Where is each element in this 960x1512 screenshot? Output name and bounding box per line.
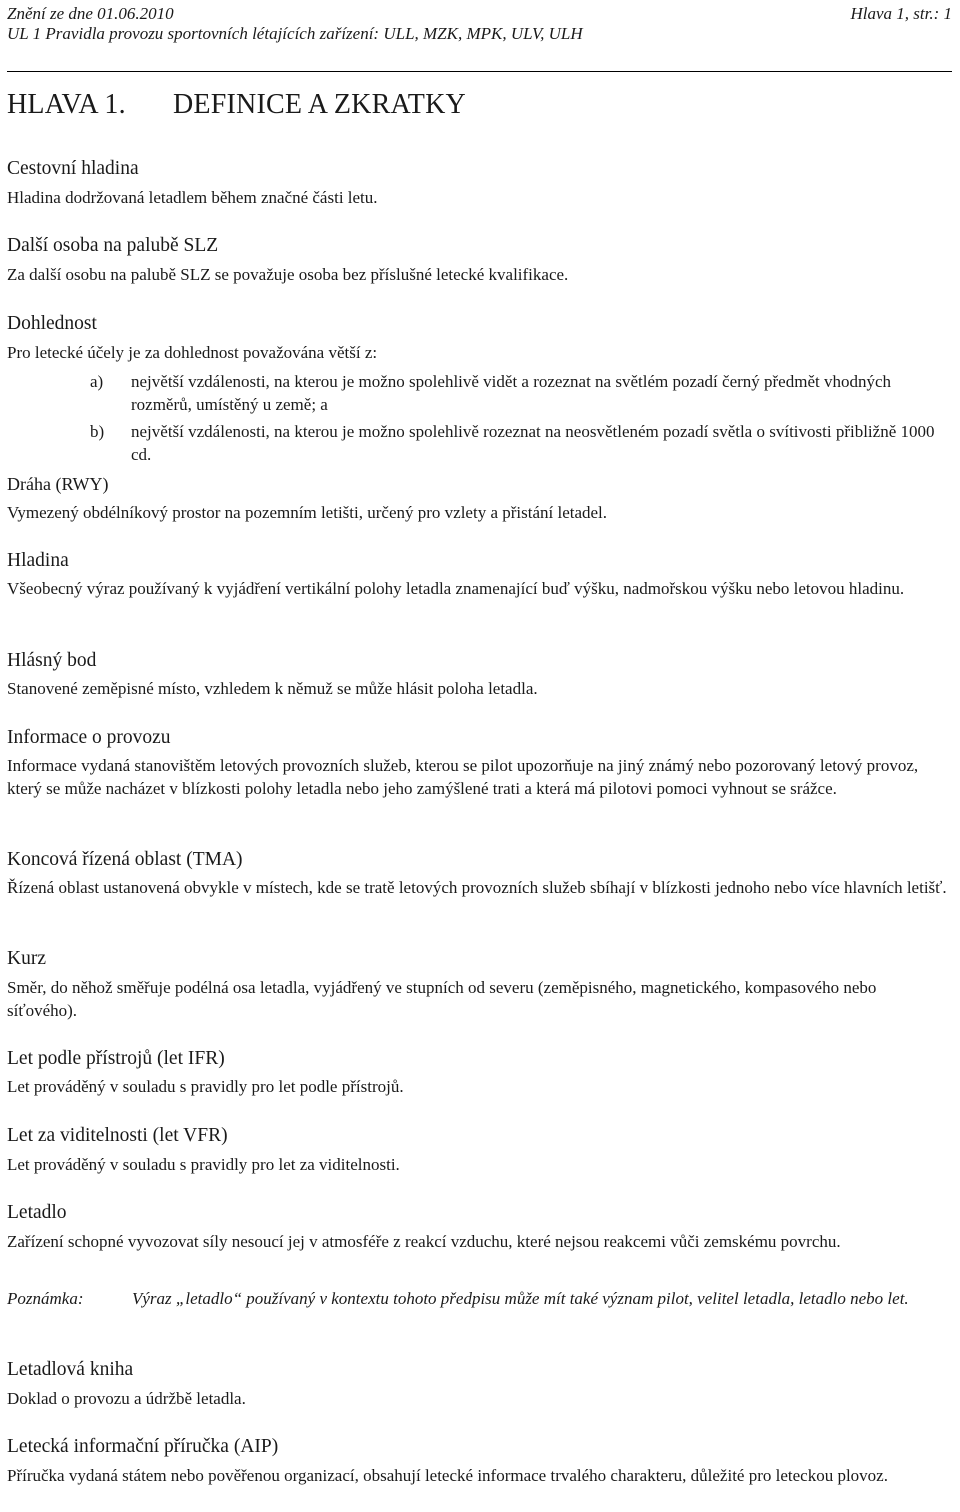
term-definition: Pro letecké účely je za dohlednost považována větší z:	[7, 343, 378, 362]
term-definition: Řízená oblast ustanovená obvykle v místech, kde se tratě letových provozních služeb sbíhají v blízkosti jednoho nebo více hlavních letišť.	[7, 878, 947, 897]
term-definition: Informace vydaná stanovištěm letových provozních služeb, kterou se pilot upozorňuje na jiný známý nebo pozorovaný letový provoz, který se může nacházet v blízkosti polohy letadla nebo jeho zamýšlené trati a která má pilotovi pomoci vyhnout se srážce.	[7, 756, 919, 798]
term-definition: Zařízení schopné vyvozovat síly nesoucí jej v atmosféře z reakcí vzduchu, které nejsou reakcemi vůči zemskému povrchu.	[7, 1232, 841, 1251]
term-heading: Dráha (RWY)	[7, 474, 109, 494]
document-title: UL 1 Pravidla provozu sportovních létajících zařízení: ULL, MZK, MPK, ULV, ULH	[7, 24, 583, 43]
note-label: Poznámka:	[7, 1289, 84, 1308]
term-definition: Let prováděný v souladu s pravidly pro let podle přístrojů.	[7, 1077, 404, 1096]
running-header-top	[7, 3, 952, 24]
list-item-text: největší vzdálenosti, na kterou je možno spolehlivě rozeznat na neosvětleném pozadí světla o svítivosti přibližně 1000 cd.	[131, 422, 935, 464]
revision-date: Znění ze dne 01.06.2010	[7, 4, 174, 23]
term-heading: Cestovní hladina	[7, 158, 139, 179]
list-item-text: největší vzdálenosti, na kterou je možno spolehlivě vidět a rozeznat na světlém pozadí černý předmět vhodných rozměrů, umístěný u země; a	[131, 372, 892, 414]
term-definition: Směr, do něhož směřuje podélná osa letadla, vyjádřený ve stupních od severu (zeměpisného, magnetického, kompasového nebo síťového).	[7, 978, 877, 1020]
chapter-number: HLAVA 1.	[7, 89, 126, 120]
term-definition: Všeobecný výraz používaný k vyjádření vertikální polohy letadla znamenající buď výšku, nadmořskou výšku nebo letovou hladinu.	[7, 579, 905, 598]
term-heading: Letadlo	[7, 1202, 67, 1223]
term-definition: Hladina dodržovaná letadlem během značné části letu.	[7, 188, 378, 207]
term-heading: Informace o provozu	[7, 727, 171, 748]
chapter-title: DEFINICE A ZKRATKY	[173, 89, 466, 120]
list-marker: b)	[90, 422, 105, 441]
page-reference: Hlava 1, str.: 1	[850, 4, 952, 23]
running-header-title	[7, 23, 952, 44]
term-heading: Další osoba na palubě SLZ	[7, 235, 219, 256]
term-heading: Hlásný bod	[7, 650, 97, 671]
term-heading: Letadlová kniha	[7, 1359, 134, 1380]
term-heading: Kurz	[7, 948, 46, 969]
term-heading: Dohlednost	[7, 313, 97, 334]
term-heading: Let za viditelnosti (let VFR)	[7, 1125, 228, 1146]
term-definition: Doklad o provozu a údržbě letadla.	[7, 1389, 246, 1408]
term-heading: Hladina	[7, 550, 69, 571]
note-text: Výraz „letadlo“ používaný v kontextu tohoto předpisu může mít také význam pilot, velitel letadla, letadlo nebo let.	[132, 1289, 909, 1308]
term-definition: Let prováděný v souladu s pravidly pro let za viditelnosti.	[7, 1155, 400, 1174]
header-divider	[7, 71, 952, 72]
list-marker: a)	[90, 372, 104, 391]
term-heading: Koncová řízená oblast (TMA)	[7, 849, 243, 870]
term-definition: Vymezený obdélníkový prostor na pozemním letišti, určený pro vzlety a přistání letadel.	[7, 503, 608, 522]
term-definition: Stanovené zeměpisné místo, vzhledem k němuž se může hlásit poloha letadla.	[7, 679, 538, 698]
chapter-heading	[7, 89, 466, 121]
term-definition: Příručka vydaná státem nebo pověřenou organizací, obsahují letecké informace trvalého charakteru, důležité pro leteckou plovoz.	[7, 1466, 888, 1485]
term-heading: Letecká informační příručka (AIP)	[7, 1436, 279, 1457]
term-definition: Za další osobu na palubě SLZ se považuje osoba bez příslušné letecké kvalifikace.	[7, 265, 569, 284]
term-heading: Let podle přístrojů (let IFR)	[7, 1048, 225, 1069]
